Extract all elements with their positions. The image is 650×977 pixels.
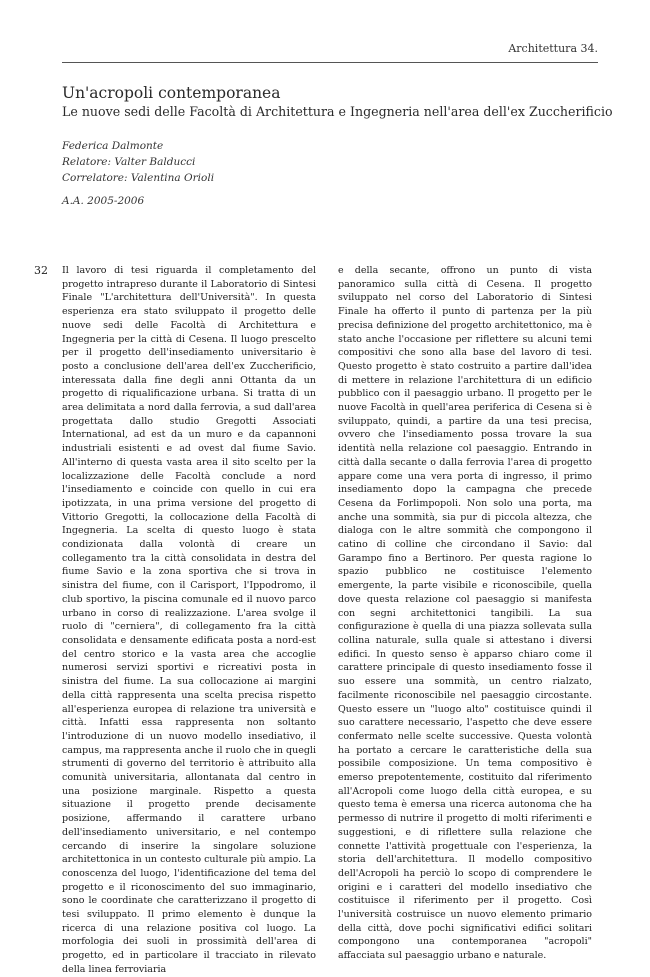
running-head: Architettura 34. — [508, 42, 598, 55]
body-column-left — [62, 264, 316, 977]
body-column-right — [338, 264, 592, 963]
correlatore-line: Correlatore: Valentina Orioli — [62, 172, 215, 184]
title-block — [62, 84, 622, 120]
academic-year: A.A. 2005-2006 — [62, 195, 145, 207]
body-paragraph: e della secante, offrono un punto di vista panoramico sulla città di Cesena. Il progetto sviluppato nel corso del Laboratorio di Sintesi Finale ha offerto il punto di partenza per la più precisa definizione del progetto architettonico, ma è stato anche l'occasione per riflettere su alcuni temi compositivi che sono alla base del lavoro di tesi. Questo progetto è stato costruito a partire dall'idea di mettere in relazione l'architettura di un edificio pubblico con il paesaggio urbano. Il progetto per le nuove Facoltà in quell'area periferica di Cesena si è sviluppato, quindi, a partire da una tesi precisa, ovvero che l'insediamento possa trovare la sua identità nella relazione col paesaggio. Entrando in città dalla secante o dalla ferrovia l'area di progetto appare come una vera porta di ingresso, il primo insediamento dopo la campagna che precede Cesena da Forlimpopoli. Non solo una porta, ma anche una sommità, sia pur di piccola altezza, che dialoga con le altre sommità che compongono il catino di colline che circondano il Savio: dal Garampo fino a Bertinoro. Per questa ragione lo spazio pubblico ne costituisce l'elemento emergente, la parte visibile e riconoscibile, quella dove questa relazione col paesaggio si manifesta con segni architettonici tangibili. La sua configurazione è quella di una piazza sollevata sulla collina naturale, sulla quale si attestano i diversi edifici. In questo senso è apparso chiaro come il carattere principale di questo insediamento fosse il suo essere una sommità, un centro rialzato, facilmente riconoscibile nel paesaggio circostante. Questo essere un "luogo alto" costituisce quindi il suo carattere necessario, l'aspetto che deve essere confermato nelle scelte successive. Questa volontà ha portato a cercare le caratteristiche della sua possibile composizione. Un tema compositivo è emerso prepotentemente, costituito dal riferimento all'Acropoli come luogo della città europea, e su questo tema è emersa una ricerca autonoma che ha permesso di nutrire il progetto di molti riferimenti e suggestioni, e di riflettere sulla relazione che connette l'attività progettuale con l'esperienza, la storia dell'architettura. Il modello compositivo dell'Acropoli ha perciò lo scopo di comprendere le origini e i caratteri del modello insediativo che costituisce il riferimento per il progetto. Così l'università costruisce un nuovo elemento primario della città, dove pochi significativi edifici solitari compongono una contemporanea "acropoli" affacciata sul paesaggio urbano e naturale. — [338, 265, 592, 962]
header-rule — [62, 62, 598, 63]
page-number: 32 — [34, 264, 48, 277]
article-subtitle: Le nuove sedi delle Facoltà di Architettura e Ingegneria nell'area dell'ex Zuccherificio — [62, 104, 613, 119]
author-name: Federica Dalmonte — [62, 140, 164, 152]
body-paragraph: Il lavoro di tesi riguarda il completamento del progetto intrapreso durante il Laboratorio di Sintesi Finale "L'architettura dell'Università". In questa esperienza era stato sviluppato il progetto delle nuove sedi delle Facoltà di Architettura e Ingegneria per la città di Cesena. Il luogo prescelto per il progetto dell'insediamento universitario è posto a conclusione dell'area dell'ex Zuccherificio, interessata dalla fine degli anni Ottanta da un progetto di riqualificazione urbana. Si tratta di un area delimitata a nord dalla ferrovia, a sud dall'area progettata dallo studio Gregotti Associati International, ad est da un muro e da capannoni industriali esistenti e ad ovest dal fiume Savio. All'interno di questa vasta area il sito scelto per la localizzazione delle Facoltà conclude a nord l'insediamento e coincide con quello in cui era ipotizzata, in una prima versione del progetto di Vittorio Gregotti, la collocazione della Facoltà di Ingegneria. La scelta di questo luogo è stata condizionata dalla volontà di creare un collegamento tra la città consolidata in destra del fiume Savio e la zona sportiva che si trova in sinistra del fiume, con il Carisport, l'Ippodromo, il club sportivo, la piscina comunale ed il nuovo parco urbano in corso di realizzazione. L'area svolge il ruolo di "cerniera", di collegamento fra la città consolidata e densamente edificata posta a nord-est del centro storico e la vasta area che accoglie numerosi servizi sportivi e ricreativi posta in sinistra del fiume. La sua collocazione ai margini della città rappresenta una scelta precisa rispetto all'esperienza europea di relazione tra università e città. Infatti essa rappresenta non soltanto l'introduzione di un nuovo modello insediativo, il campus, ma rappresenta anche il ruolo che in quegli strumenti di governo del territorio è attribuito alla comunità universitaria, allontanata dal centro in una posizione marginale. Rispetto a questa situazione il progetto prende decisamente posizione, affermando il carattere urbano dell'insediamento universitario, e nel contempo cercando di inserire la singolare soluzione architettonica in un contesto culturale più ampio. La conoscenza del luogo, l'identificazione del tema del progetto e il riconoscimento del suo immaginario, sono le coordinate che caratterizzano il progetto di tesi sviluppato. Il primo elemento è dunque la ricerca di una relazione positiva col luogo. La morfologia dei suoli in prossimità dell'area di progetto, ed in particolare il tracciato in rilevato della linea ferroviaria — [62, 265, 317, 975]
article-title: Un'acropoli contemporanea — [62, 84, 281, 102]
relatore-line: Relatore: Valter Balducci — [62, 156, 196, 168]
credits — [62, 138, 214, 186]
